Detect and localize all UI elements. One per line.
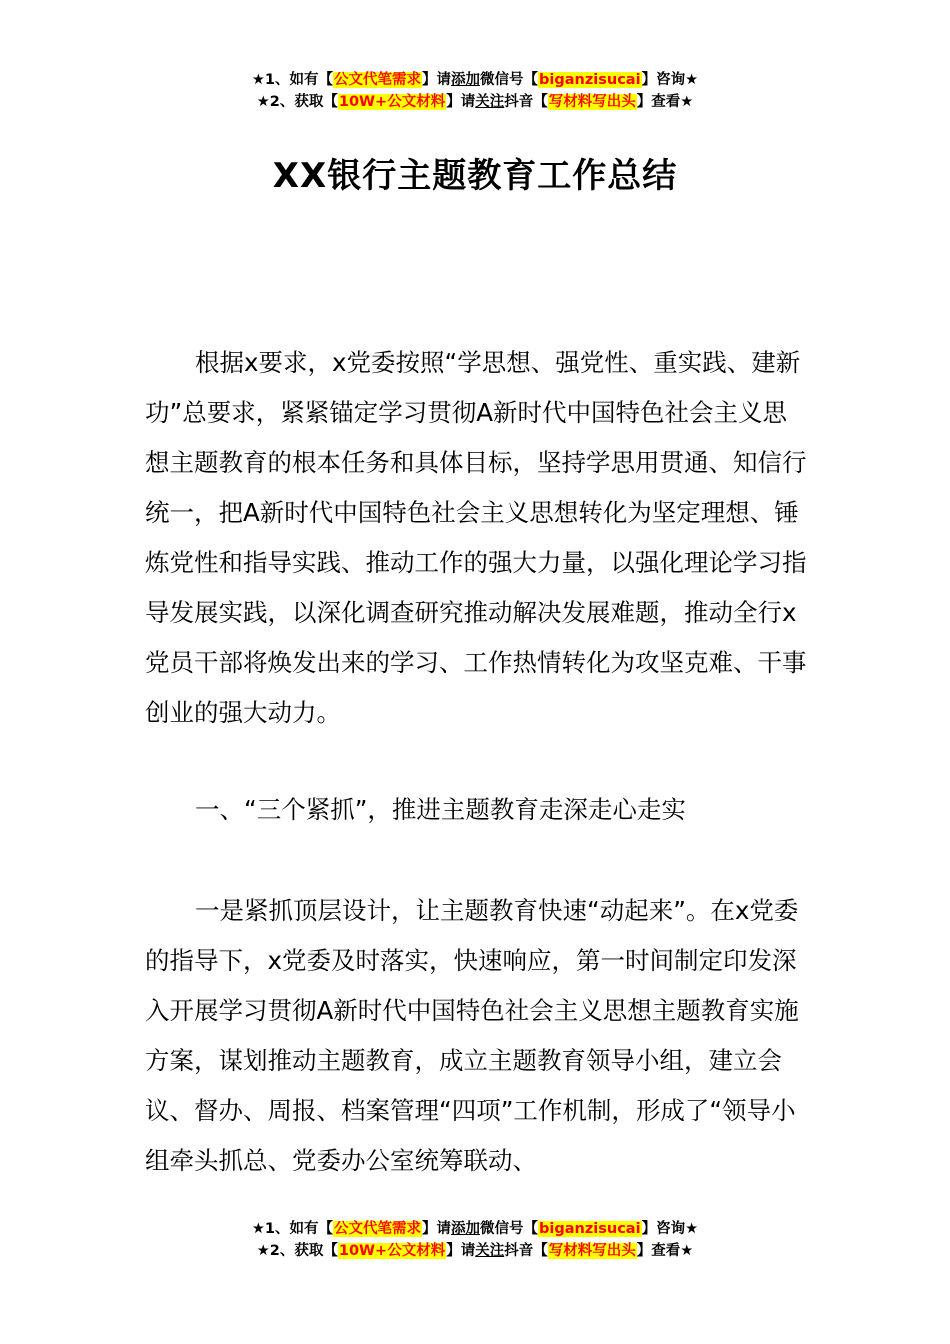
banner-text: 】咨询★ xyxy=(641,1221,699,1237)
section-heading xyxy=(145,785,810,835)
banner-highlight: 公文代笔需求 xyxy=(334,72,422,88)
paragraph-section-1 xyxy=(145,886,810,1186)
banner-line-1 xyxy=(0,69,950,91)
banner-underlined: 添加 xyxy=(451,1221,481,1237)
banner-line-2 xyxy=(0,1240,950,1262)
document-title: XX银行主题教育工作总结 xyxy=(272,156,678,196)
banner-line-2 xyxy=(0,91,950,113)
banner-text: 抖音【 xyxy=(504,1243,548,1259)
banner-text: ★2、获取【 xyxy=(256,94,338,110)
banner-text: 】请 xyxy=(446,1243,476,1259)
banner-text: 】请 xyxy=(422,1221,452,1237)
banner-highlight-douyin: 写材料写出头 xyxy=(548,1243,636,1259)
header-banner xyxy=(0,69,950,113)
heading-text: 一、“三个紧抓”，推进主题教育走深走心走实 xyxy=(195,795,686,824)
banner-text: 微信号【 xyxy=(480,1221,539,1237)
banner-highlight: 10W+公文材料 xyxy=(338,1243,446,1259)
paragraph-text: 根据x要求，x党委按照“学思想、强党性、重实践、建新功”总要求，紧紧锚定学习贯彻A新时代中国特色社会主义思想主题教育的根本任务和具体目标，坚持学思用贯通、知信行统一，把A新时代中国特色社会主义思想转化为坚定理想、锤炼党性和指导实践、推动工作的强大力量，以强化理论学习指导发展实践，以深化调查研究推动解决发展难题，推动全行x党员干部将焕发出来的学习、工作热情转化为攻坚克难、干事创业的强大动力。 xyxy=(145,348,807,727)
banner-highlight-douyin: 写材料写出头 xyxy=(548,94,636,110)
banner-underlined: 关注 xyxy=(475,94,505,110)
footer-banner xyxy=(0,1218,950,1262)
banner-line-1 xyxy=(0,1218,950,1240)
banner-text: 微信号【 xyxy=(480,72,539,88)
banner-text: 】查看★ xyxy=(636,94,694,110)
paragraph-text: 一是紧抓顶层设计，让主题教育快速“动起来”。在x党委的指导下，x党委及时落实，快速响应，第一时间制定印发深入开展学习贯彻A新时代中国特色社会主义思想主题教育实施方案，谋划推动主题教育，成立主题教育领导小组，建立会议、督办、周报、档案管理“四项”工作机制，形成了“领导小组牵头抓总、党委办公室统筹联动、 xyxy=(145,896,799,1175)
banner-underlined: 关注 xyxy=(475,1243,505,1259)
banner-text: 】请 xyxy=(422,72,452,88)
banner-highlight: 公文代笔需求 xyxy=(334,1221,422,1237)
banner-text: 】请 xyxy=(446,94,476,110)
banner-text: 】查看★ xyxy=(636,1243,694,1259)
banner-text: ★1、如有【 xyxy=(251,72,334,88)
paragraph-intro xyxy=(145,338,810,738)
banner-highlight-wechat-id: biganzisucai xyxy=(539,1221,641,1237)
banner-text: ★2、获取【 xyxy=(256,1243,338,1259)
banner-text: 抖音【 xyxy=(504,94,548,110)
banner-highlight-wechat-id: biganzisucai xyxy=(539,72,641,88)
banner-text: 】咨询★ xyxy=(641,72,699,88)
banner-highlight: 10W+公文材料 xyxy=(338,94,446,110)
banner-text: ★1、如有【 xyxy=(251,1221,334,1237)
banner-underlined: 添加 xyxy=(451,72,481,88)
